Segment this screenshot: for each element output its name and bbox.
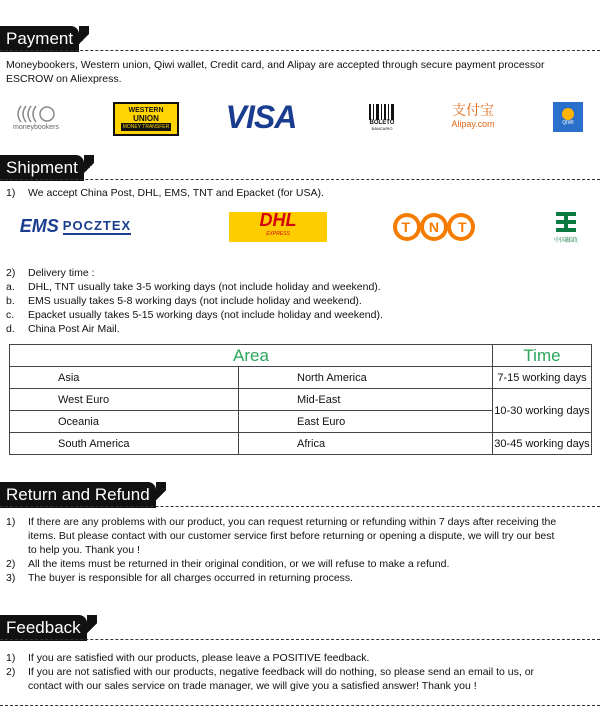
list-text: The buyer is responsible for all charges occurred in returning process. [28, 572, 354, 584]
tnt-letter: T [457, 219, 467, 235]
list-item [6, 571, 594, 585]
area-cell: West Euro [10, 389, 239, 411]
tnt-text [392, 210, 476, 244]
shipment-line1-text: We accept China Post, DHL, EMS, TNT and Epacket (for USA). [28, 187, 324, 199]
dhl-sub: EXPRESS [266, 231, 290, 237]
area-cell: North America [239, 367, 493, 389]
western-union-bottom: MONEY TRANSFER [122, 124, 170, 130]
area-cell: Africa [239, 433, 493, 455]
area-cell: Oceania [10, 411, 239, 433]
refund-title: Return and Refund [0, 482, 156, 508]
list-text: China Post Air Mail. [28, 323, 120, 335]
list-text: All the items must be returned in their original condition, or we will refuse to make a refund. [28, 558, 450, 570]
list-item [6, 651, 594, 665]
visa-text: VISA [225, 98, 297, 135]
moneybookers-logo [6, 98, 66, 136]
list-number: 3) [6, 572, 16, 584]
boleto-logo [364, 98, 400, 136]
shipment-line1 [6, 186, 324, 200]
list-number: 2) [6, 558, 16, 570]
list-item [6, 322, 383, 336]
refund-divider [0, 506, 600, 507]
list-number: 1) [6, 652, 16, 664]
table-row [10, 389, 592, 411]
list-text: Epacket usually takes 5-15 working days (not include holiday and weekend). [28, 309, 383, 321]
pocztex-text: POCZTEX [62, 217, 132, 233]
alipay-cn: 支付宝 [452, 102, 494, 118]
time-cell: 7-15 working days [493, 367, 592, 389]
qiwi-logo [553, 102, 583, 132]
feedback-header [0, 615, 87, 640]
area-cell: Asia [10, 367, 239, 389]
list-text: to help you. Thank you ! [28, 544, 140, 556]
list-number: b. [6, 295, 15, 307]
list-item [6, 308, 383, 322]
shipment-header [0, 155, 84, 180]
western-union-top: WESTERN [128, 107, 164, 114]
list-number: 1) [6, 187, 16, 199]
list-text: Delivery time : [28, 267, 95, 279]
footer-divider [0, 705, 600, 706]
western-union-logo [113, 102, 179, 136]
list-number: c. [6, 309, 15, 321]
payment-logos [0, 98, 600, 140]
area-header: Area [10, 345, 493, 367]
dhl-text: DHL [259, 210, 297, 230]
payment-title: Payment [0, 26, 79, 52]
chinapost-logo [548, 206, 584, 246]
list-number: a. [6, 281, 15, 293]
list-number: d. [6, 323, 15, 335]
tnt-logo [392, 210, 476, 244]
shipment-logos [0, 206, 600, 250]
time-header: Time [493, 345, 592, 367]
table-row [10, 367, 592, 389]
list-text: EMS usually takes 5-8 working days (not include holiday and weekend). [28, 295, 362, 307]
list-item [6, 280, 383, 294]
list-number [6, 529, 28, 543]
list-item [6, 557, 594, 571]
list-item [6, 665, 594, 679]
chinapost-text: 中国邮政 [553, 237, 578, 244]
delivery-list [6, 266, 383, 336]
list-text: items. But please contact with our customer service first before returning or opening a dispute, we will try our best [28, 530, 555, 542]
moneybookers-label: moneybookers [13, 123, 59, 131]
time-cell: 30-45 working days [493, 433, 592, 455]
table-row [10, 433, 592, 455]
list-text: If there are any problems with our product, you can request returning or refunding within 7 days after receiving the [28, 516, 557, 528]
list-item [6, 515, 594, 529]
western-union-mid: UNION [133, 114, 159, 123]
ems-text: EMS [19, 215, 59, 236]
ems-logo [8, 208, 143, 244]
payment-text-line1: Moneybookers, Western union, Qiwi wallet, Credit card, and Alipay are accepted through secure payment processor [6, 59, 545, 71]
payment-text-line2: ESCROW on Aliexpress. [6, 73, 122, 85]
list-number: 1) [6, 516, 16, 528]
list-item [6, 543, 594, 557]
tnt-letter: N [428, 219, 440, 235]
shipping-time-table [9, 344, 592, 455]
dhl-logo [229, 212, 327, 242]
feedback-divider [0, 639, 600, 640]
list-number: 2) [6, 267, 16, 279]
area-cell: South America [10, 433, 239, 455]
payment-description [6, 58, 545, 86]
shipment-title: Shipment [0, 155, 84, 181]
alipay-en: Alipay.com [451, 119, 495, 129]
time-cell: 10-30 working days [493, 389, 592, 433]
tnt-letter: T [401, 219, 411, 235]
list-item [6, 679, 594, 693]
list-item [6, 294, 383, 308]
list-number: 2) [6, 666, 16, 678]
boleto-text: BOLETO [369, 119, 395, 126]
barcode-icon [367, 104, 397, 120]
list-text: If you are satisfied with our products, please leave a POSITIVE feedback. [28, 652, 370, 664]
refund-header [0, 482, 156, 507]
feedback-list [6, 651, 594, 693]
chinapost-icon [553, 209, 579, 235]
moneybookers-icon [11, 104, 61, 124]
list-number [6, 543, 28, 557]
qiwi-icon [562, 108, 574, 120]
area-cell: East Euro [239, 411, 493, 433]
list-item [6, 266, 383, 280]
payment-header [0, 26, 79, 51]
payment-divider [0, 50, 600, 51]
refund-list [6, 515, 594, 585]
area-cell: Mid-East [239, 389, 493, 411]
list-text: If you are not satisfied with our products, negative feedback will do nothing, so please send an email to us, or [28, 666, 535, 678]
list-number [6, 679, 28, 693]
table-header-row [10, 345, 592, 367]
feedback-title: Feedback [0, 615, 87, 641]
list-text: DHL, TNT usually take 3-5 working days (not include holiday and weekend). [28, 281, 381, 293]
boleto-sub: BANCARIO [371, 125, 393, 131]
alipay-logo [443, 100, 503, 134]
list-text: contact with our sales service on trade manager, we will give you a satisfied answer! Thank you ! [28, 680, 477, 692]
visa-logo [215, 100, 307, 134]
qiwi-text: QIWI [562, 120, 574, 126]
shipment-divider [0, 179, 600, 180]
list-item [6, 529, 594, 543]
